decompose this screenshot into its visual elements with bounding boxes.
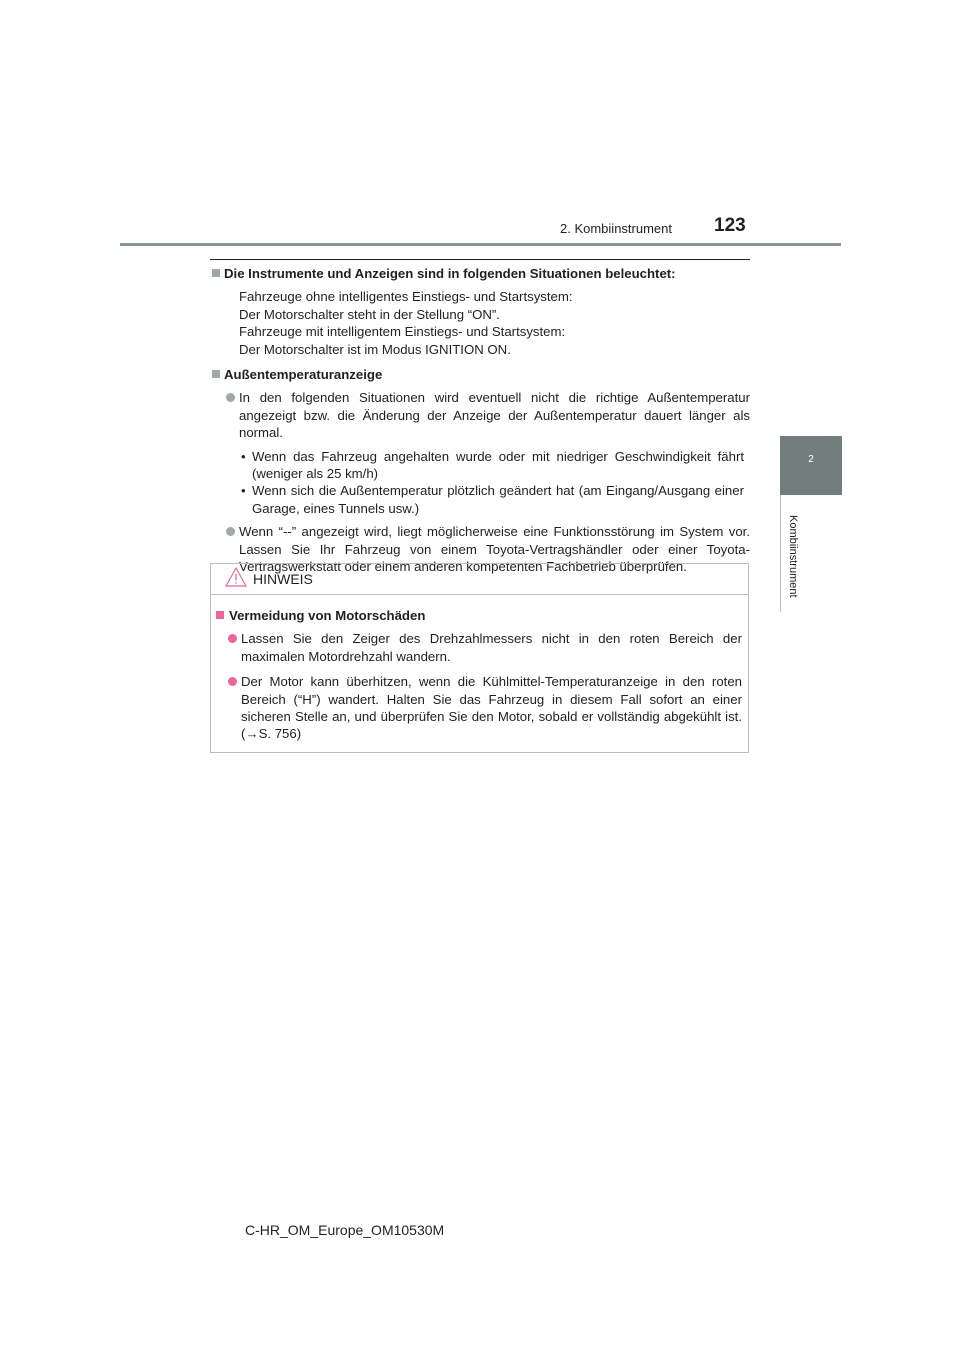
chapter-tab-number: 2: [808, 454, 814, 465]
bullet-icon: •: [241, 448, 246, 464]
sub-list-item: [210, 482, 750, 517]
square-bullet-icon: [212, 370, 220, 378]
text-line: Der Motorschalter steht in der Stellung “ON”.: [239, 306, 500, 322]
section-paragraph: [210, 288, 750, 358]
notice-box: [210, 563, 749, 753]
section-heading-text: Die Instrumente und Anzeigen sind in folgenden Situationen beleuchtet:: [224, 266, 676, 281]
square-bullet-icon: [212, 269, 220, 277]
section-heading-text: Außentemperaturanzeige: [224, 367, 383, 383]
bullet-icon: •: [241, 483, 246, 499]
list-item: [210, 389, 750, 441]
notice-list-item: [211, 630, 742, 665]
circle-bullet-icon: [228, 634, 237, 643]
page-number: 123: [714, 215, 746, 236]
content-top-rule: [210, 259, 750, 260]
notice-heading-text: Vermeidung von Motorschäden: [229, 608, 426, 623]
sub-list: [210, 448, 750, 518]
notice-list-item-text: Lassen Sie den Zeiger des Drehzahlmessers nicht in den roten Bereich der maximalen Motordrehzahl wandern.: [241, 631, 742, 664]
list-item-text: In den folgenden Situationen wird eventuell nicht die richtige Außentemperatur angezeigt bzw. die Änderung der Anzeige der Außentemperatur dauert länger als normal.: [239, 390, 750, 441]
notice-header: [211, 564, 748, 595]
text-line: Fahrzeuge ohne intelligentes Einstiegs- und Startsystem:: [239, 289, 573, 305]
chapter-tab-label: Kombiinstrument: [787, 515, 799, 598]
circle-bullet-icon: [226, 527, 235, 536]
text-line: Fahrzeuge mit intelligentem Einstiegs- und Startsystem:: [239, 324, 566, 340]
section-heading: [210, 366, 750, 383]
circle-bullet-icon: [226, 393, 235, 402]
notice-list-item: [211, 673, 742, 743]
chapter-tab: [780, 436, 842, 495]
warning-triangle-icon: [225, 567, 247, 587]
sub-list-item-text: Wenn das Fahrzeug angehalten wurde oder mit niedriger Geschwindigkeit fährt (weniger als 25 km/h): [252, 448, 744, 482]
main-content: [210, 265, 750, 576]
section-heading: [210, 265, 750, 282]
notice-heading: [211, 607, 742, 624]
chapter-tab-line: [780, 495, 781, 612]
list-item-text: Wenn “--” angezeigt wird, liegt möglicherweise eine Funktionsstörung im System vor. Lassen Sie Ihr Fahrzeug von einem Toyota-Vertragshändler oder einer Toyota-Vertragswerkstatt oder einem anderen kompetenten Fachbetrieb überprüfen.: [239, 524, 750, 575]
notice-label: HINWEIS: [253, 571, 313, 587]
square-bullet-icon: [216, 611, 224, 619]
sub-list-item-text: Wenn sich die Außentemperatur plötzlich geändert hat (am Eingang/Ausgang einer Garage, eines Tunnels usw.): [252, 483, 744, 516]
sub-list-item: [210, 448, 750, 483]
circle-bullet-icon: [228, 677, 237, 686]
header-divider: [120, 243, 841, 246]
header-section-title: 2. Kombiinstrument: [560, 221, 672, 236]
text-line: Der Motorschalter ist im Modus IGNITION ON.: [239, 341, 511, 357]
footer-document-id: C-HR_OM_Europe_OM10530M: [245, 1222, 445, 1238]
notice-body: [211, 595, 748, 743]
notice-list-item-text: Der Motor kann überhitzen, wenn die Kühlmittel-Temperaturanzeige in den roten Bereich (“H”) wandert. Halten Sie das Fahrzeug in diesem Fall sofort an einer sicheren Stelle an, und überprüfen Sie den Motor, sobald er vollständig abgekühlt ist. (→S. 756): [241, 674, 742, 742]
